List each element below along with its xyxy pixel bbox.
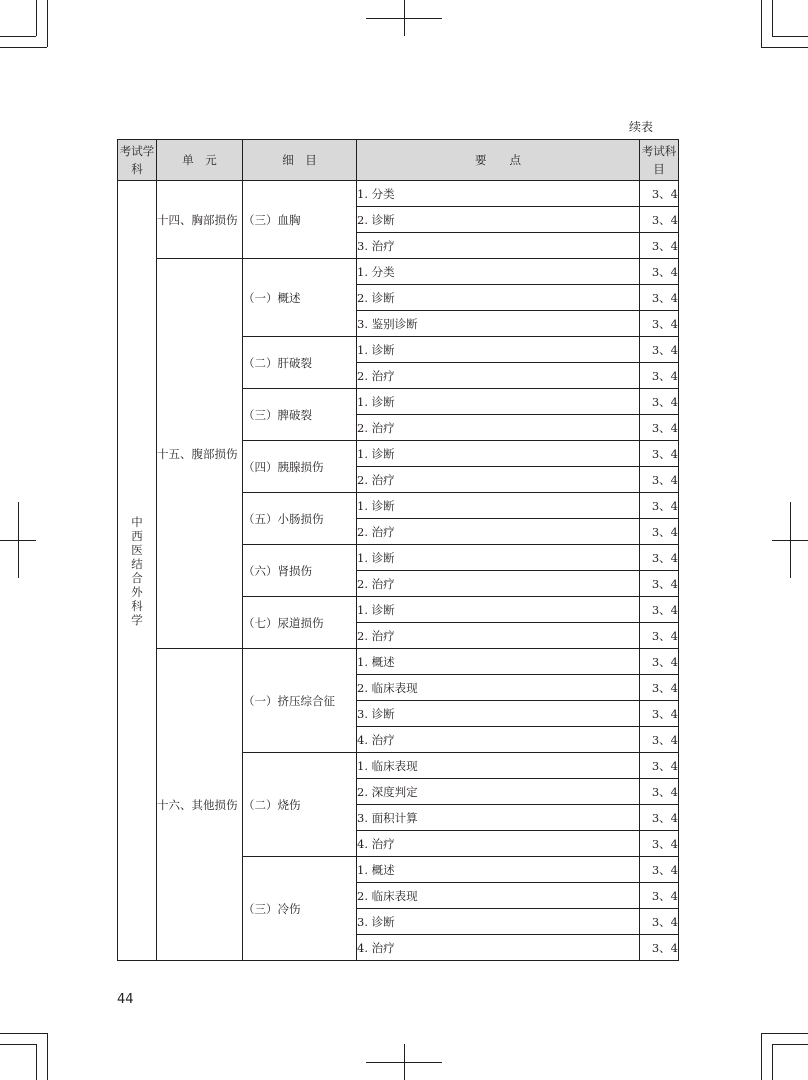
point-cell: 3. 面积计算 — [357, 805, 640, 831]
point-cell: 2. 治疗 — [357, 571, 640, 597]
crop-mark — [790, 502, 791, 578]
point-cell: 4. 治疗 — [357, 831, 640, 857]
crop-mark — [761, 47, 808, 48]
crop-mark — [18, 502, 19, 578]
level-cell: 3、4 — [640, 415, 679, 441]
detail-cell: （二）肝破裂 — [243, 337, 357, 389]
point-cell: 2. 治疗 — [357, 467, 640, 493]
point-cell: 2. 治疗 — [357, 415, 640, 441]
unit-cell: 十五、腹部损伤 — [157, 259, 243, 649]
crop-mark — [772, 36, 808, 37]
point-cell: 1. 诊断 — [357, 389, 640, 415]
table-continued-label: 续表 — [629, 120, 654, 134]
point-cell: 2. 诊断 — [357, 207, 640, 233]
detail-cell: （一）挤压综合征 — [243, 649, 357, 753]
level-cell: 3、4 — [640, 857, 679, 883]
level-cell: 3、4 — [640, 649, 679, 675]
point-cell: 4. 治疗 — [357, 935, 640, 961]
crop-mark — [404, 1044, 405, 1080]
detail-cell: （四）胰腺损伤 — [243, 441, 357, 493]
point-cell: 2. 诊断 — [357, 285, 640, 311]
detail-cell: （五）小肠损伤 — [243, 493, 357, 545]
level-cell: 3、4 — [640, 363, 679, 389]
point-cell: 1. 概述 — [357, 857, 640, 883]
level-cell: 3、4 — [640, 779, 679, 805]
level-cell: 3、4 — [640, 207, 679, 233]
level-cell: 3、4 — [640, 519, 679, 545]
detail-cell: （七）尿道损伤 — [243, 597, 357, 649]
level-cell: 3、4 — [640, 883, 679, 909]
point-cell: 1. 诊断 — [357, 545, 640, 571]
crop-mark — [47, 1033, 48, 1080]
crop-mark — [36, 0, 37, 36]
point-cell: 1. 诊断 — [357, 597, 640, 623]
table-row — [118, 259, 679, 285]
detail-cell: （三）脾破裂 — [243, 389, 357, 441]
crop-mark — [772, 1044, 808, 1045]
page-number: 44 — [117, 992, 134, 1007]
point-cell: 2. 治疗 — [357, 519, 640, 545]
crop-mark — [404, 0, 405, 36]
level-cell: 3、4 — [640, 727, 679, 753]
subject-label: 中西医结合外科学 — [131, 514, 143, 627]
crop-mark — [772, 0, 773, 36]
detail-cell: （二）烧伤 — [243, 753, 357, 857]
detail-cell: （一）概述 — [243, 259, 357, 337]
level-cell: 3、4 — [640, 259, 679, 285]
crop-mark — [0, 36, 36, 37]
level-cell: 3、4 — [640, 493, 679, 519]
level-cell: 3、4 — [640, 831, 679, 857]
point-cell: 1. 诊断 — [357, 337, 640, 363]
table-row — [118, 649, 679, 675]
level-cell: 3、4 — [640, 285, 679, 311]
header-detail: 细 目 — [243, 140, 357, 181]
detail-cell: （六）肾损伤 — [243, 545, 357, 597]
point-cell: 2. 临床表现 — [357, 675, 640, 701]
point-cell: 1. 分类 — [357, 259, 640, 285]
header-unit: 单 元 — [157, 140, 243, 181]
point-cell: 3. 诊断 — [357, 701, 640, 727]
level-cell: 3、4 — [640, 467, 679, 493]
unit-cell: 十六、其他损伤 — [157, 649, 243, 961]
level-cell: 3、4 — [640, 571, 679, 597]
crop-mark — [47, 0, 48, 47]
header-level: 考试科目 — [640, 140, 679, 181]
point-cell: 1. 诊断 — [357, 441, 640, 467]
point-cell: 1. 临床表现 — [357, 753, 640, 779]
level-cell: 3、4 — [640, 701, 679, 727]
syllabus-table — [117, 139, 679, 961]
level-cell: 3、4 — [640, 389, 679, 415]
level-cell: 3、4 — [640, 337, 679, 363]
point-cell: 2. 深度判定 — [357, 779, 640, 805]
header-points: 要 点 — [357, 140, 640, 181]
level-cell: 3、4 — [640, 675, 679, 701]
unit-cell: 十四、胸部损伤 — [157, 181, 243, 259]
point-cell: 2. 治疗 — [357, 363, 640, 389]
level-cell: 3、4 — [640, 935, 679, 961]
level-cell: 3、4 — [640, 233, 679, 259]
header-subject: 考试学科 — [118, 140, 157, 181]
crop-mark — [0, 1044, 36, 1045]
point-cell: 1. 诊断 — [357, 493, 640, 519]
level-cell: 3、4 — [640, 753, 679, 779]
point-cell: 2. 治疗 — [357, 623, 640, 649]
crop-mark — [761, 1033, 808, 1034]
table-row — [118, 181, 679, 207]
level-cell: 3、4 — [640, 805, 679, 831]
crop-mark — [36, 1044, 37, 1080]
point-cell: 4. 治疗 — [357, 727, 640, 753]
level-cell: 3、4 — [640, 597, 679, 623]
point-cell: 1. 分类 — [357, 181, 640, 207]
level-cell: 3、4 — [640, 311, 679, 337]
level-cell: 3、4 — [640, 545, 679, 571]
detail-cell: （三）血胸 — [243, 181, 357, 259]
detail-cell: （三）冷伤 — [243, 857, 357, 961]
crop-mark — [761, 0, 762, 47]
point-cell: 3. 治疗 — [357, 233, 640, 259]
point-cell: 3. 诊断 — [357, 909, 640, 935]
level-cell: 3、4 — [640, 441, 679, 467]
crop-mark — [0, 47, 47, 48]
point-cell: 1. 概述 — [357, 649, 640, 675]
point-cell: 2. 临床表现 — [357, 883, 640, 909]
crop-mark — [761, 1033, 762, 1080]
level-cell: 3、4 — [640, 909, 679, 935]
crop-mark — [772, 1044, 773, 1080]
level-cell: 3、4 — [640, 623, 679, 649]
crop-mark — [0, 1033, 47, 1034]
level-cell: 3、4 — [640, 181, 679, 207]
table-header-row — [118, 140, 679, 181]
point-cell: 3. 鉴别诊断 — [357, 311, 640, 337]
subject-cell — [118, 181, 157, 961]
table-body — [118, 181, 679, 961]
